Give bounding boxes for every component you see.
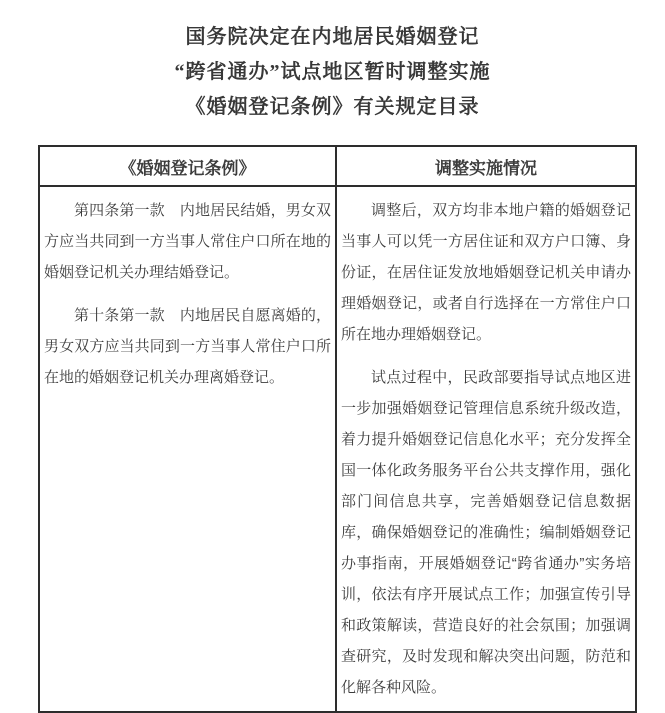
table-header-adjustment: 调整实施情况 [336,146,636,186]
regulation-cell [39,186,336,712]
table-body-row [39,186,636,712]
table-header-row [39,146,636,186]
table-header-regulation: 《婚姻登记条例》 [39,146,336,186]
adjustment-paragraph-1: 调整后，双方均非本地户籍的婚姻登记当事人可以凭一方居住证和双方户口簿、身份证，在居住证发放地婚姻登记机关申请办理婚姻登记，或者自行选择在一方常住户口所在地办理婚姻登记。 [340,202,631,343]
title-line-1: 国务院决定在内地居民婚姻登记 [185,26,480,48]
adjustment-paragraph-2: 试点过程中，民政部要指导试点地区进一步加强婚姻登记管理信息系统升级改造，着力提升婚姻登记信息化水平；充分发挥全国一体化政务服务平台公共支撑作用，强化部门间信息共享，完善婚姻登记信息数据库，确保婚姻登记的准确性；编制婚姻登记办事指南，开展婚姻登记“跨省通办”实务培训，依法有序开展试点工作；加强宣传引导和政策解读，营造良好的社会氛围；加强调查研究，及时发现和解决突出问题，防范和化解各种风险。 [340,369,631,696]
title-line-3: 《婚姻登记条例》有关规定目录 [185,96,480,118]
regulation-paragraph-2: 第十条第一款 内地居民自愿离婚的，男女双方应当共同到一方当事人常住户口所在地的婚姻登记机关办理离婚登记。 [44,307,331,386]
title-line-2: “跨省通办”试点地区暂时调整实施 [174,61,491,83]
document-title [0,0,665,125]
regulations-table [38,145,637,713]
adjustment-cell [336,186,636,712]
regulation-paragraph-1: 第四条第一款 内地居民结婚，男女双方应当共同到一方当事人常住户口所在地的婚姻登记机关办理结婚登记。 [44,202,331,281]
